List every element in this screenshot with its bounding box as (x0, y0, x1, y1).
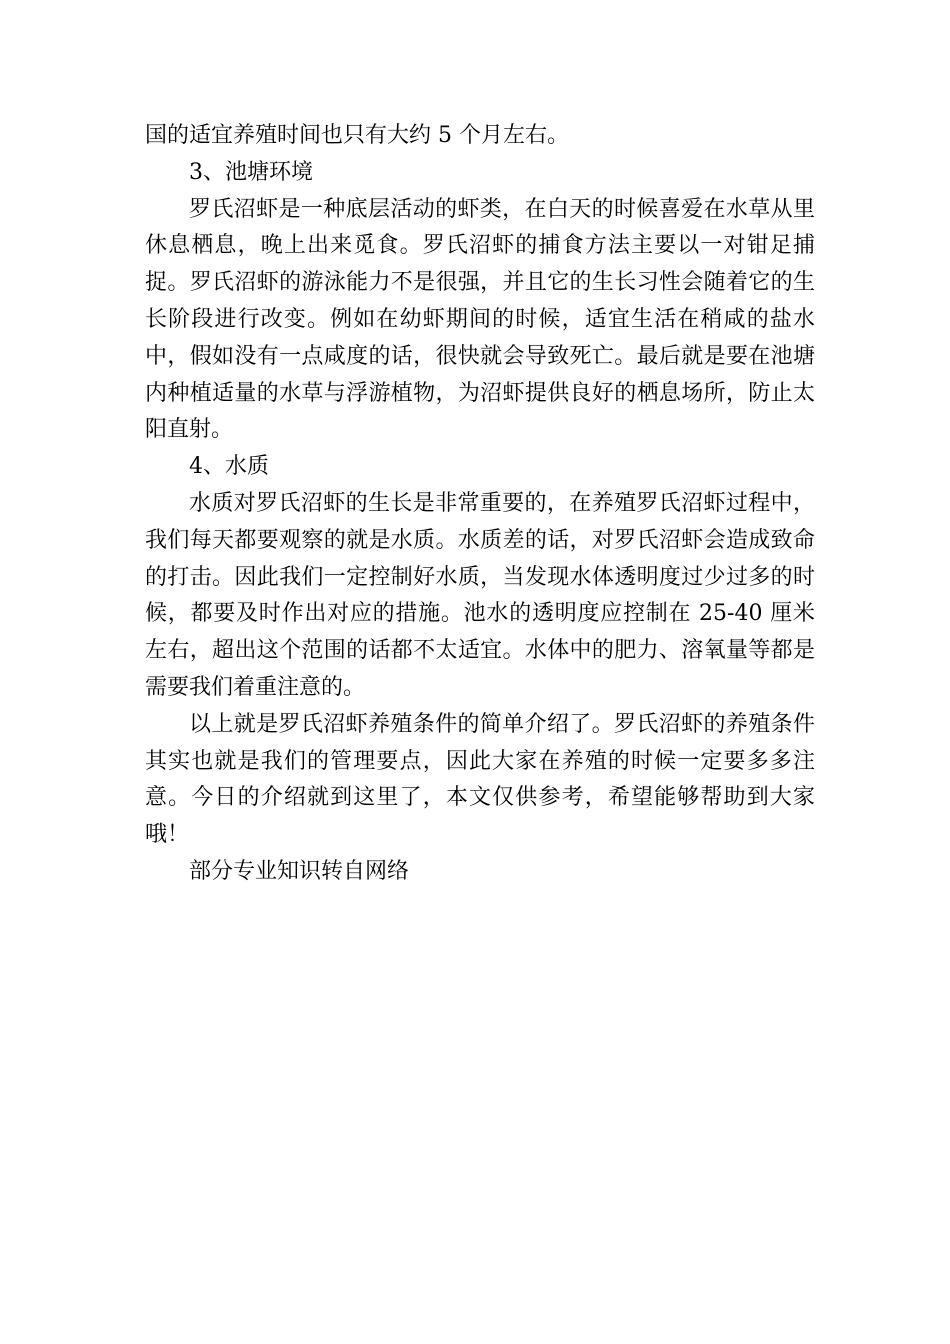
section-heading-water-quality: 4、水质 (189, 454, 269, 480)
section-heading-pond-environment: 3、池塘环境 (189, 159, 313, 185)
document-body (145, 118, 815, 891)
paragraph-pond-environment: 罗氏沼虾是一种底层活动的虾类，在白天的时候喜爱在水草从里休息栖息，晚上出来觅食。罗氏沼虾的捕食方法主要以一对钳足捕捉。罗氏沼虾的游泳能力不是很强，并且它的生长习性会随着它的生长阶段进行改变。例如在幼虾期间的时候，适宜生活在稍咸的盐水中，假如没有一点咸度的话，很快就会导致死亡。最后就是要在池塘内种植适量的水草与浮游植物，为沼虾提供良好的栖息场所，防止太阳直射。 (145, 196, 815, 443)
paragraph-water-quality: 水质对罗氏沼虾的生长是非常重要的，在养殖罗氏沼虾过程中，我们每天都要观察的就是水质。水质差的话，对罗氏沼虾会造成致命的打击。因此我们一定控制好水质，当发现水体透明度过少过多的时候，都要及时作出对应的措施。池水的透明度应控制在 25-40 厘米左右，超出这个范围的话都不太适宜。水体中的肥力、溶氧量等都是需要我们着重注意的。 (145, 490, 815, 700)
source-note: 部分专业知识转自网络 (189, 858, 410, 884)
paragraph-conclusion: 以上就是罗氏沼虾养殖条件的简单介绍了。罗氏沼虾的养殖条件其实也就是我们的管理要点，因此大家在养殖的时候一定要多多注意。今日的介绍就到这里了，本文仅供参考，希望能够帮助到大家哦！ (145, 711, 815, 848)
continuation-paragraph: 国的适宜养殖时间也只有大约 5 个月左右。 (145, 123, 569, 148)
